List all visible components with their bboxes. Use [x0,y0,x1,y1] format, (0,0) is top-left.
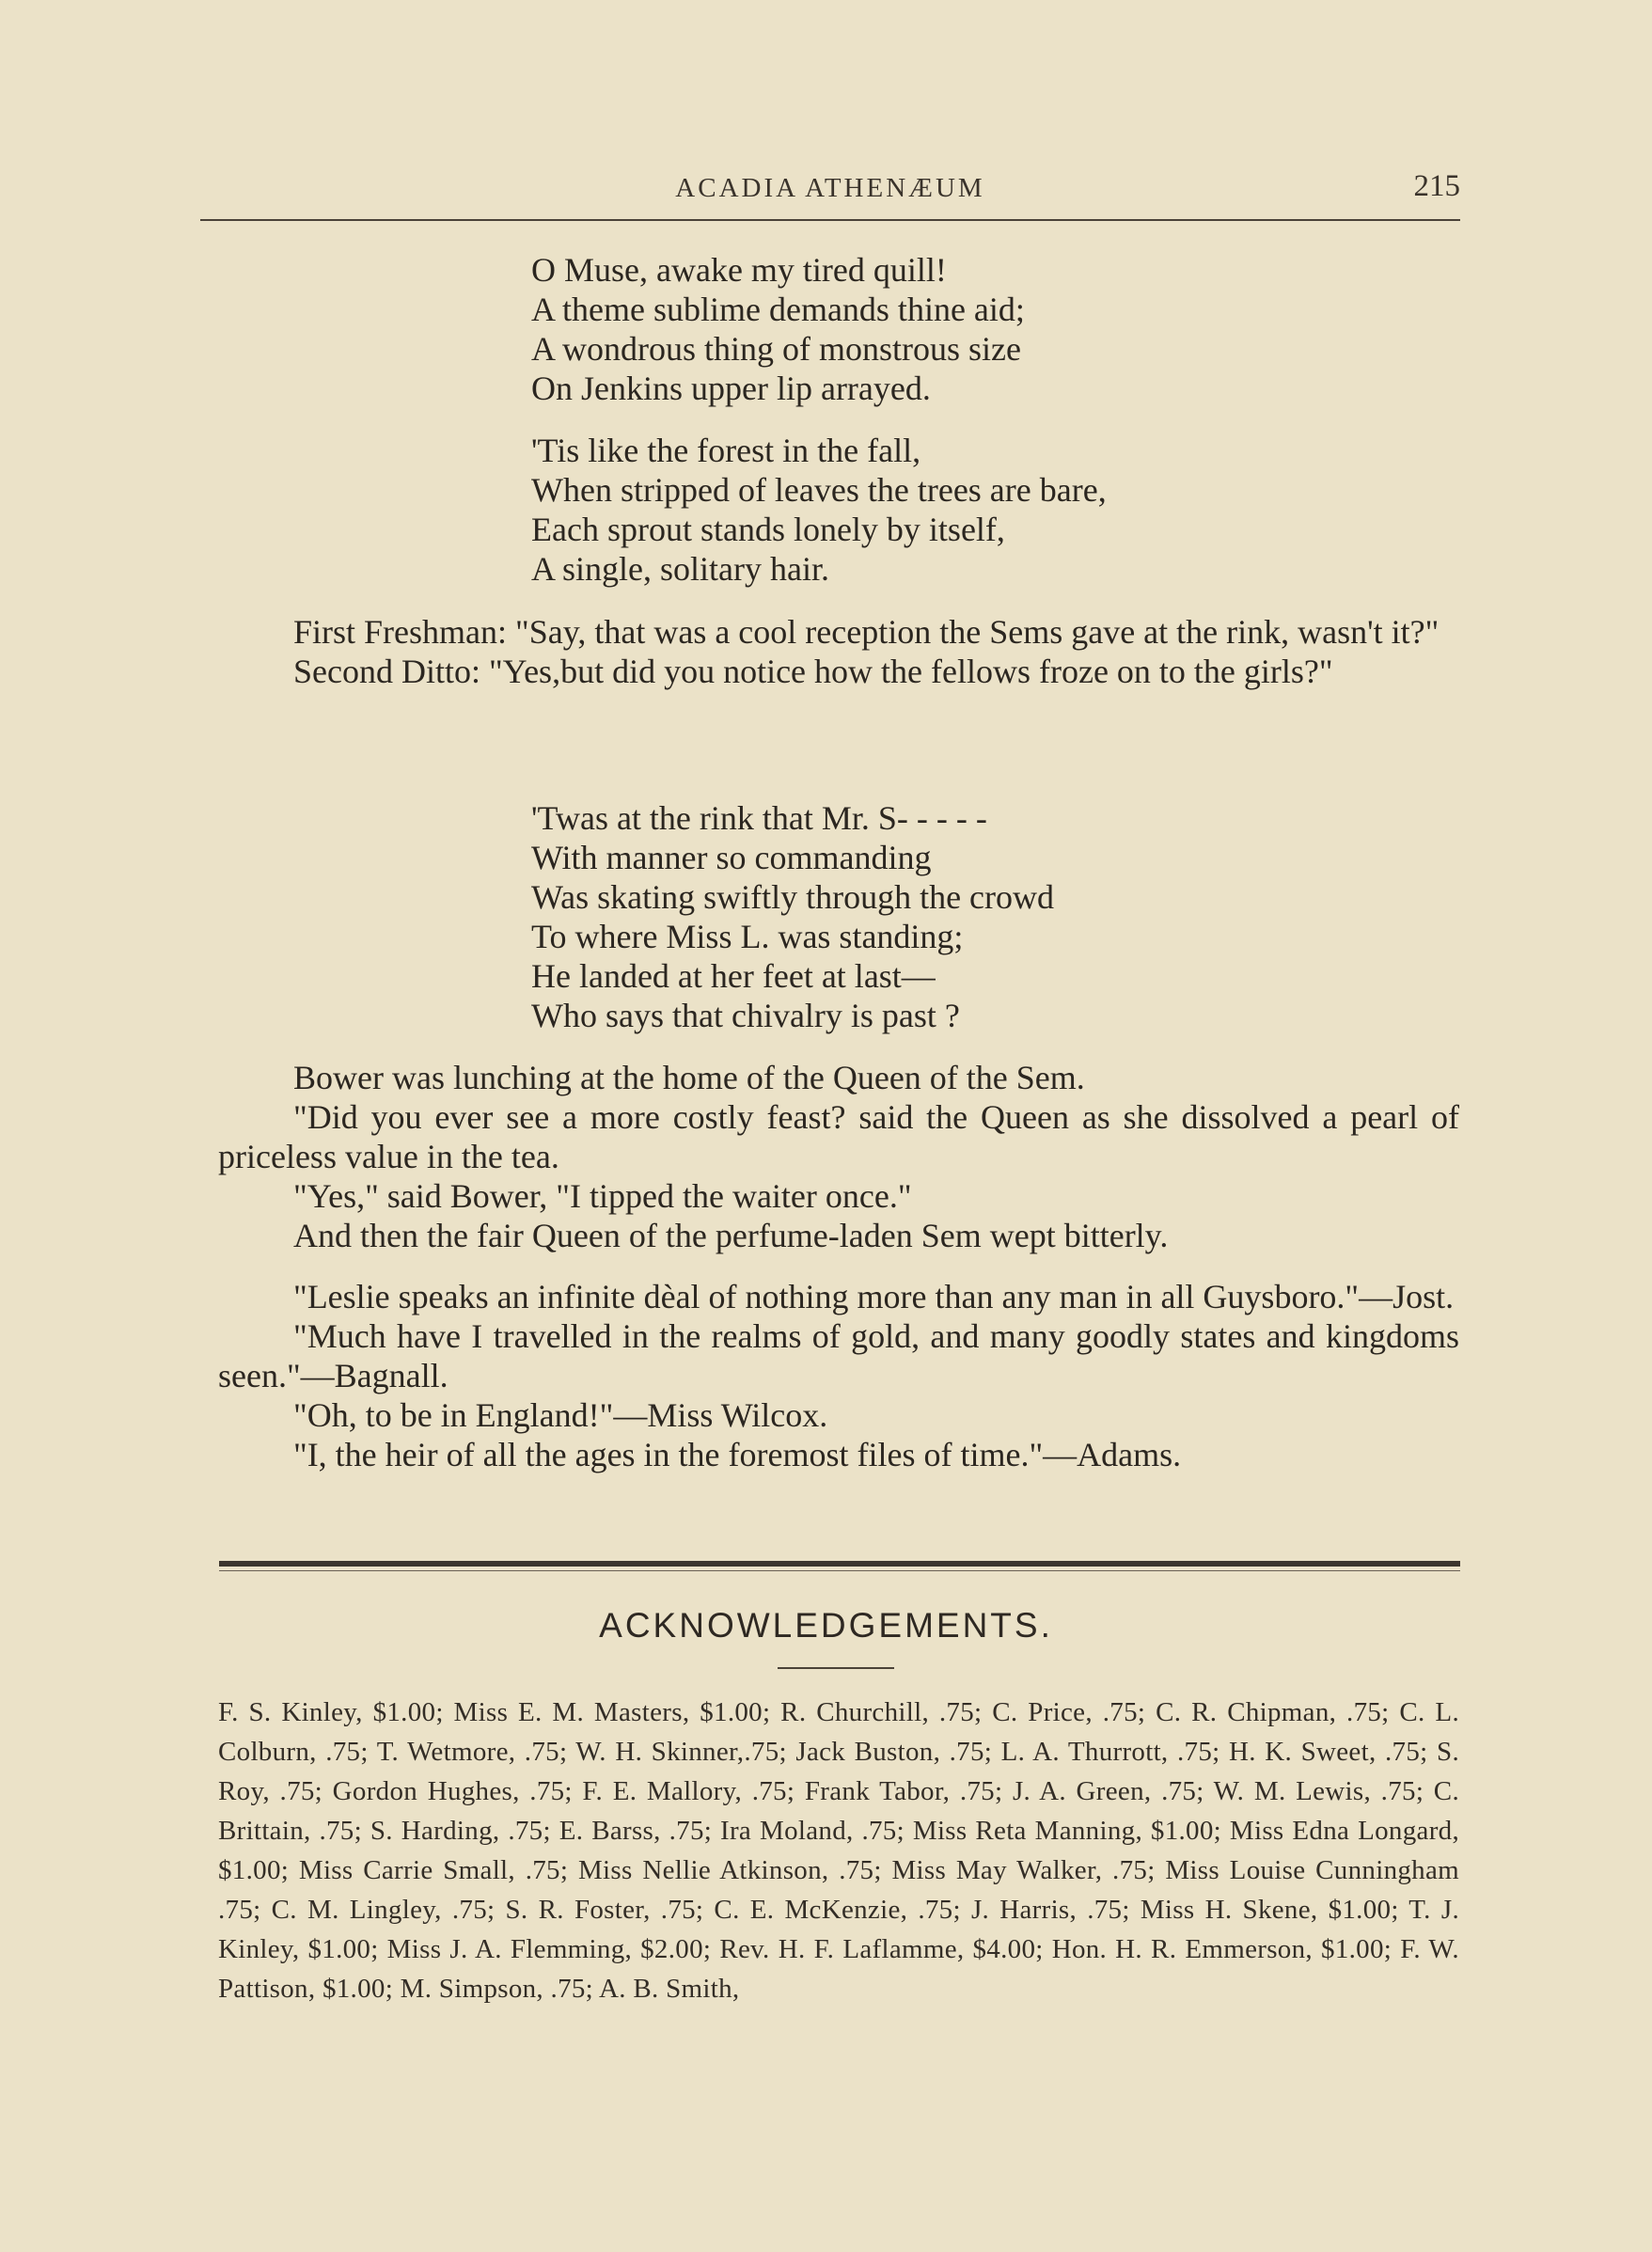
acknowledgements-list: F. S. Kinley, $1.00; Miss E. M. Masters, $1.00; R. Churchill, .75; C. Price, .75; C. R. Chipman, .75; C. L. Colburn, .75; T. Wetmore, .75; W. H. Skinner,.75; Jack Buston, .75; L. A. Thurrott, .75; H. K. Sweet, .75; S. Roy, .75; Gordon Hughes, .75; F. E. Mallory, .75; Frank Tabor, .75; J. A. Green, .75; W. M. Lewis, .75; C. Brittain, .75; S. Harding, .75; E. Barss, .75; Ira Moland, .75; Miss Reta Manning, $1.00; Miss Edna Longard, $1.00; Miss Carrie Small, .75; Miss Nellie Atkinson, .75; Miss May Walker, .75; Miss Louise Cunningham .75; C. M. Lingley, .75; S. R. Foster, .75; C. E. McKenzie, .75; J. Harris, .75; Miss H. Skene, $1.00; T. J. Kinley, $1.00; Miss J. A. Flemming, $2.00; Rev. H. F. Laflamme, $4.00; Hon. H. R. Emmerson, $1.00; F. W. Pattison, $1.00; M. Simpson, .75; A. B. Smith, [218,1697,1459,2004]
quotation: "Leslie speaks an infinite dèal of nothing more than any man in all Guysboro."—Jost. [293,1278,1455,1315]
heading-underline [778,1667,894,1669]
poem-line: A theme sublime demands thine aid; [531,291,1025,328]
poem-line: Each sprout stands lonely by itself, [531,511,1005,548]
quotations [218,1277,1459,1474]
page-number: 215 [1413,169,1460,203]
poem-line: A single, solitary hair. [531,550,829,588]
quotation: "Oh, to be in England!"—Miss Wilcox. [293,1396,828,1434]
section-divider [219,1561,1460,1567]
anecdote-paragraph: Bower was lunching at the home of the Queen of the Sem. [293,1059,1085,1096]
freshman-dialogue [218,612,1459,691]
dialogue-paragraph: First Freshman: "Say, that was a cool reception the Sems gave at the rink, wasn't it?" [293,613,1440,651]
poem-line: A wondrous thing of monstrous size [531,330,1021,368]
poem-line: 'Tis like the forest in the fall, [531,432,921,469]
anecdote-paragraph: "Yes," said Bower, "I tipped the waiter once." [293,1177,912,1215]
poem-line: With manner so commanding [531,839,932,876]
poem-line: On Jenkins upper lip arrayed. [531,370,931,407]
poem-stanza-forest [531,431,1107,589]
dialogue-paragraph: Second Ditto: "Yes,but did you notice how the fellows froze on to the girls?" [293,653,1333,690]
quotation: "Much have I travelled in the realms of gold, and many goodly states and kingdoms seen."—Bagnall. [218,1317,1459,1394]
poem-line: 'Twas at the rink that Mr. S- - - - - [531,799,987,837]
queen-anecdote [218,1058,1459,1255]
running-title: ACADIA ATHENÆUM [675,173,985,203]
header-rule [200,219,1460,221]
anecdote-paragraph: "Did you ever see a more costly feast? said the Queen as she dissolved a pearl of priceless value in the tea. [218,1098,1459,1175]
poem-line: O Muse, awake my tired quill! [531,251,947,289]
anecdote-paragraph: And then the fair Queen of the perfume-laden Sem wept bitterly. [293,1217,1169,1254]
poem-line: Who says that chivalry is past ? [531,997,960,1034]
poem-line: To where Miss L. was standing; [531,918,964,955]
section-divider-thin [219,1570,1460,1571]
poem-line: When stripped of leaves the trees are bare, [531,471,1107,509]
poem-line: Was skating swiftly through the crowd [531,878,1055,916]
poem-stanza-muse [531,250,1025,408]
poem-line: He landed at her feet at last— [531,957,936,995]
quotation: "I, the heir of all the ages in the foremost files of time."—Adams. [293,1436,1182,1473]
running-head [200,165,1460,213]
poem-stanza-rink [531,798,1054,1035]
acknowledgements-heading: ACKNOWLEDGEMENTS. [599,1606,1053,1645]
